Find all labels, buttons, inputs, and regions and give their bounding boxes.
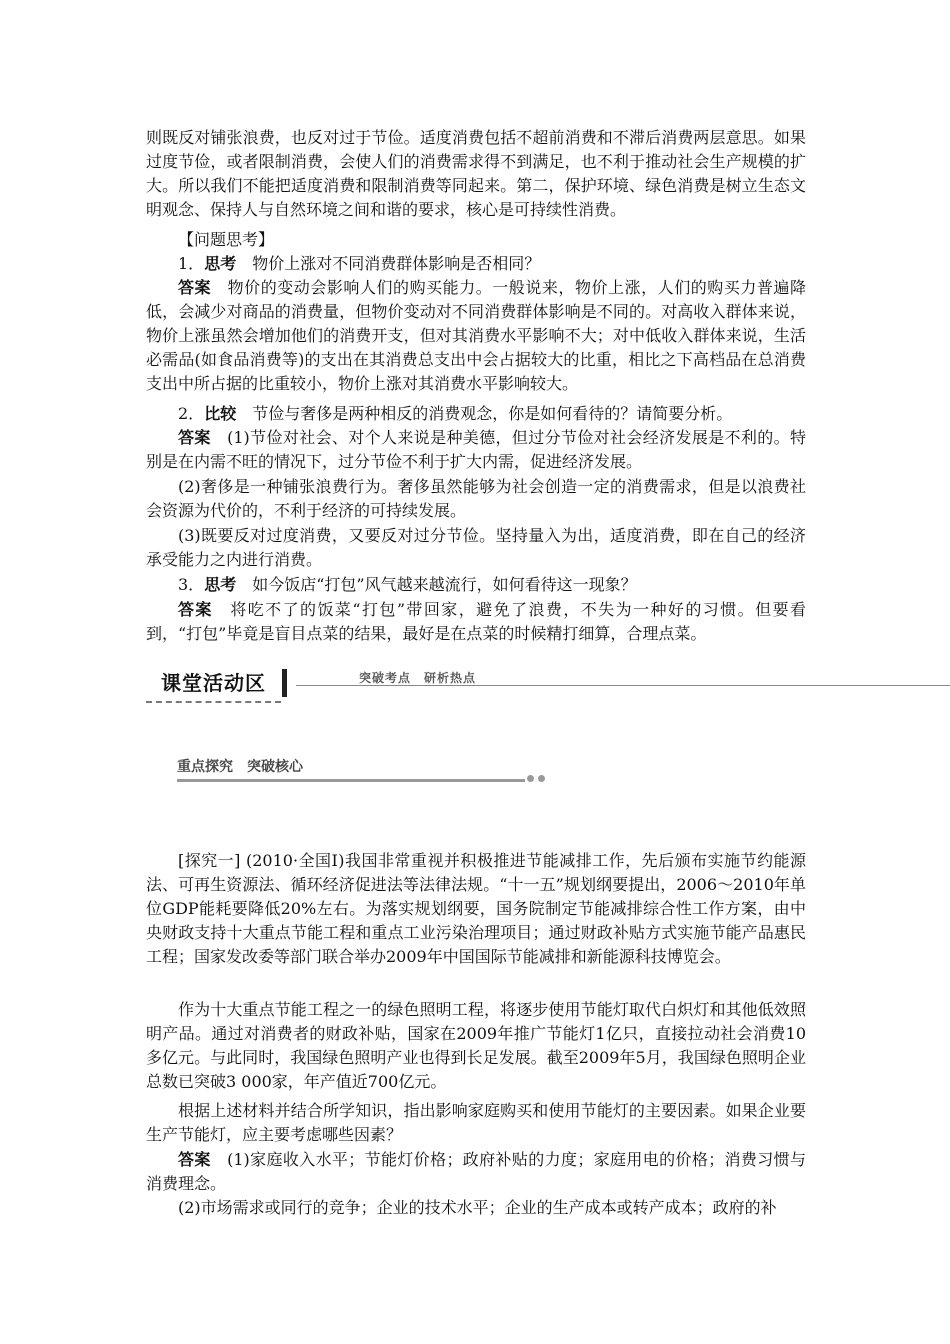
banner-dashed-underline [146,701,281,703]
explore-paragraph-1 [146,849,806,969]
question-2-type: 比较 [204,404,237,423]
answer-label: 答案 [178,1150,211,1169]
explore-p1-text: 我国非常重视并积极推进节能减排工作，先后颁布实施节约能源法、可再生资源法、循环经济促进法等法律法规。“十一五”规划纲要提出，2006～2010年单位GDP能耗要降低20%左右。为落实规划纲要，国务院制定节能减排综合性工作方案，由中央财政支持十大重点节能工程和重点工业污染治理项目；通过财政补贴方式实施节能产品惠民工程；国家发改委等部门联合举办2009年中国国际节能减排和新能源科技博览会。 [146,851,806,966]
question-1 [146,252,806,276]
answer-1-text: 物价的变动会影响人们的购买能力。一般说来，物价上涨，人们的购买力普遍降低，会减少对商品的消费量，但物价变动对不同消费群体影响是不同的。对高收入群体来说，物价上涨虽然会增加他们的消费开支，但对其消费水平影响不大；对中低收入群体来说，生活必需品(如食品消费等)的支出在其消费总支出中会占据较大的比重，相比之下高档品在总消费支出中所占据的比重较小，物价上涨对其消费水平影响较大。 [146,278,806,393]
question-2 [146,402,806,426]
explore-tag: [探究一] [178,851,241,870]
question-heading: 【问题思考】 [178,230,275,249]
question-3-text: 如今饭店“打包”风气越来越流行，如何看待这一现象？ [252,575,637,594]
answer-1 [146,276,806,396]
answer-label: 答案 [178,428,211,447]
question-1-text: 物价上涨对不同消费群体影响是否相同？ [252,254,541,273]
section-dot [538,775,545,782]
question-1-number: 1． [178,254,205,273]
answer-label: 答案 [178,600,213,619]
answer-label: 答案 [178,278,212,297]
section-header [177,756,557,786]
banner-title: 课堂活动区 [161,671,266,695]
banner-subtitle: 突破考点 研析热点 [359,671,477,685]
explore-question: 根据上述材料并结合所学知识，指出影响家庭购买和使用节能灯的主要因素。如果企业要生产节能灯，应主要考虑哪些因素？ [146,1101,806,1144]
answer-2-part-2: (2)奢侈是一种铺张浪费行为。奢侈虽然能够为社会创造一定的消费需求，但是以浪费社会资源为代价的，不利于经济的可持续发展。 [146,477,806,520]
question-3-number: 3． [178,575,205,594]
question-3-type: 思考 [204,575,237,594]
answer-2-part-1 [146,426,806,474]
question-1-type: 思考 [204,254,237,273]
question-2-number: 2． [178,404,205,423]
question-2-text: 节俭与奢侈是两种相反的消费观念，你是如何看待的？请简要分析。 [252,404,733,423]
explore-answer-1-text: (1)家庭收入水平；节能灯价格；政府补贴的力度；家庭用电的价格；消费习惯与消费理念。 [146,1150,806,1193]
answer-3-text: 将吃不了的饭菜“打包”带回家，避免了浪费，不失为一种好的习惯。但要看到，“打包”毕竟是盲目点菜的结果，最好是在点菜的时候精打细算，合理点菜。 [146,600,806,643]
answer-3 [146,598,806,646]
section-underline [177,779,525,782]
explore-paragraph-2: 作为十大重点节能工程之一的绿色照明工程，将逐步使用节能灯取代白炽灯和其他低效照明产品。通过对消费者的财政补贴，国家在2009年推广节能灯1亿只，直接拉动社会消费10多亿元。与此同时，我国绿色照明产业也得到长足发展。截至2009年5月，我国绿色照明企业总数已突破3 000家，年产值近700亿元。 [146,1000,806,1091]
section-dot [527,775,534,782]
top-paragraph: 则既反对铺张浪费，也反对过于节俭。适度消费包括不超前消费和不滞后消费两层意思。如果过度节俭，或者限制消费，会使人们的消费需求得不到满足，也不利于推动社会生产规模的扩大。所以我们不能把适度消费和限制消费等同起来。第二，保护环境、绿色消费是树立生态文明观念、保持人与自然环境之间和谐的要求，核心是可持续性消费。 [146,128,806,219]
banner-divider-bar [282,669,287,697]
question-3 [146,573,806,597]
explore-answer-2: (2)市场需求或同行的竞争；企业的技术水平；企业的生产成本或转产成本；政府的补 [178,1198,777,1217]
classroom-activity-banner [146,667,816,707]
explore-answer-1 [146,1148,806,1196]
section-title: 重点探究 突破核心 [177,759,303,775]
answer-2-part-3: (3)既要反对过度消费，又要反对过分节俭。坚持量入为出，适度消费，即在自己的经济承受能力之内进行消费。 [146,526,806,569]
answer-2-part-1-text: (1)节俭对社会、对个人来说是种美德，但过分节俭对社会经济发展是不利的。特别是在内需不旺的情况下，过分节俭不利于扩大内需，促进经济发展。 [146,428,806,471]
explore-source: (2010·全国Ⅰ) [245,851,345,870]
